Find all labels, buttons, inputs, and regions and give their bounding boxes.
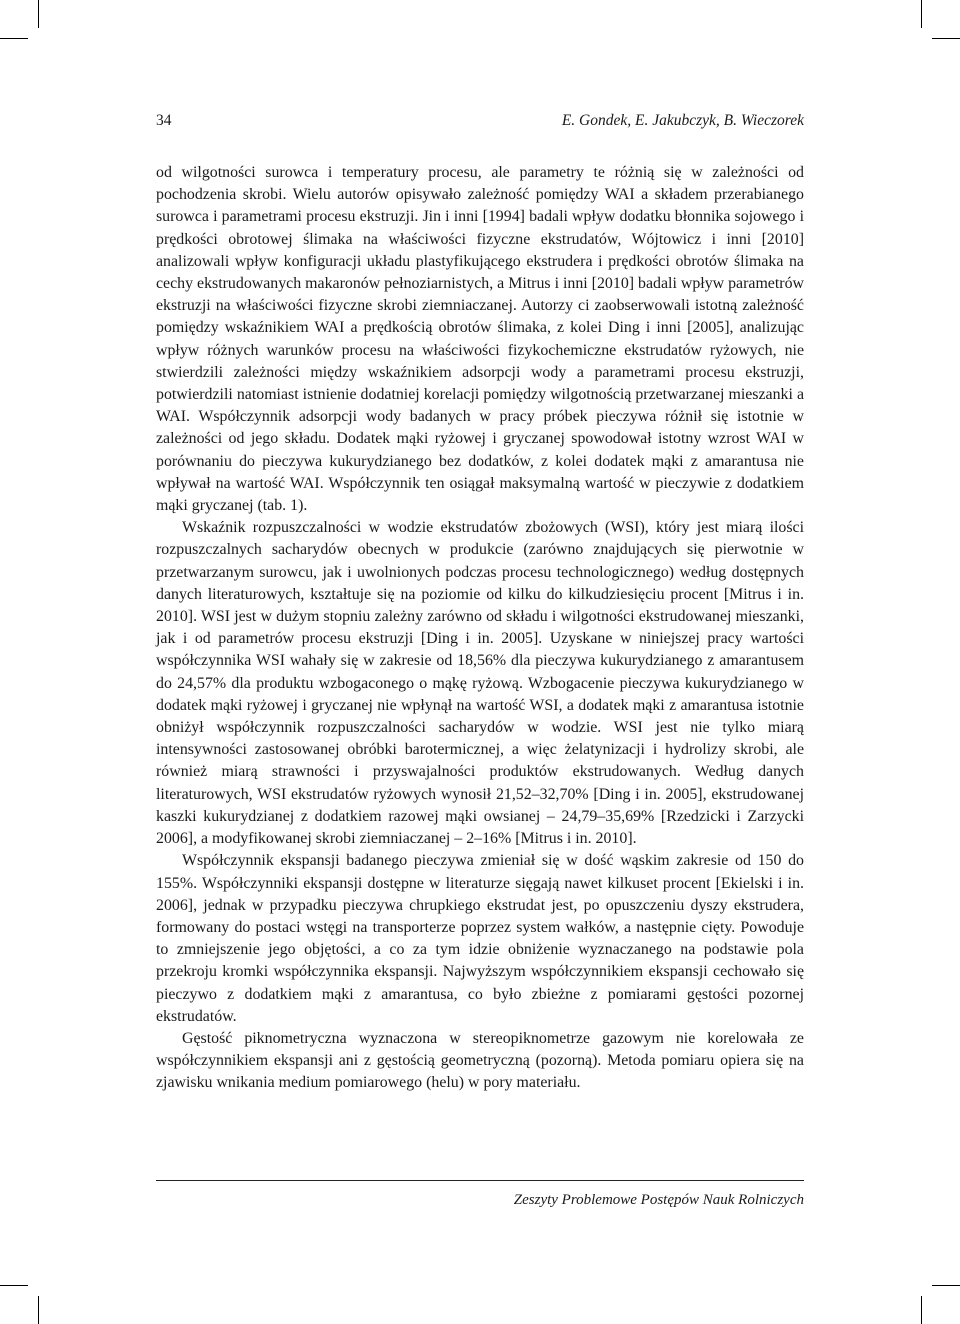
page-number: 34: [156, 112, 172, 129]
crop-mark-bottom-right: [921, 1296, 922, 1324]
page-header: [156, 112, 804, 134]
paragraph-4: Gęstość piknometryczna wyznaczona w stereopiknometrze gazowym nie korelowała ze współczynnikiem ekspansji ani z gęstością geometryczną (pozorną). Metoda pomiaru opiera się na zjawisku wnikania medium pomiarowego (helu) w pory materiału.: [156, 1029, 804, 1092]
footer-rule: [156, 1180, 804, 1181]
crop-mark-top-right-h: [932, 38, 960, 39]
paragraph-3: Współczynnik ekspansji badanego pieczywa zmieniał się w dość wąskim zakresie od 150 do 155%. Współczynniki ekspansji dostępne w literaturze sięgają nawet kilkuset procent [Ekielski i in. 2006], jednak w przypadku pieczywa chrupkiego ekstrudat jest, po opuszczeniu dyszy ekstrudera, formowany do postaci wstęgi na transporterze poprzez system wałków, a następnie cięty. Powoduje to zmniejszenie jego objętości, a co za tym idzie obniżenie wyznaczanego na podstawie pola przekroju kromki współczynnika ekspansji. Najwyższym współczynnikiem ekspansji cechowało się pieczywo z dodatkiem mąki z amarantusa, co było zbieżne z pomiarami gęstości pozornej ekstrudatów.: [156, 852, 804, 1025]
paragraph-1: od wilgotności surowca i temperatury procesu, ale parametry te różnią się w zależności od pochodzenia skrobi. Wielu autorów opisywało zależność pomiędzy WAI a składem przerabianego surowca i parametrami procesu ekstruzji. Jin i inni [1994] badali wpływ dodatku błonnika sojowego i prędkości obrotowej ślimaka na właściwości fizyczne ekstrudatów, Wójtowicz i inni [2010] analizowali wpływ konfiguracji układu plastyfikującego ekstrudera i prędkości obrotów ślimaka na cechy ekstrudowanych makaronów pełnoziarnistych, a Mitrus i inni [2010] badali wpływ parametrów ekstruzji na właściwości fizyczne skrobi ziemniaczanej. Autorzy ci zaobserwowali istotną zależność pomiędzy wskaźnikiem WAI a prędkością obrotów ślimaka, z kolei Ding i inni [2005], analizując wpływ różnych warunków procesu na właściwości fizykochemiczne ekstrudatów ryżowych, nie stwierdzili zależności między wskaźnikiem adsorpcji wody a parametrami procesu ekstruzji, potwierdzili natomiast istnienie dodatniej korelacji pomiędzy wilgotnością przetwarzanej mieszanki a WAI. Współczynnik adsorpcji wody badanych w pracy próbek pieczywa różnił się istotnie w zależności od jego składu. Dodatek mąki ryżowej i gryczanej spowodował istotny wzrost WAI w porównaniu do pieczywa kukurydzianego bez dodatków, z kolei dodatek mąki z amarantusa nie wpływał na wartość WAI. Współczynnik ten osiągał maksymalną wartość w pieczywie z dodatkiem mąki gryczanej (tab. 1).: [156, 164, 804, 515]
running-head-authors: E. Gondek, E. Jakubczyk, B. Wieczorek: [561, 112, 804, 129]
crop-mark-bottom-left-h: [0, 1285, 28, 1286]
crop-mark-top-left: [38, 0, 39, 28]
body-text: [156, 162, 804, 1095]
crop-mark-top-right: [921, 0, 922, 28]
paragraph-2: Wskaźnik rozpuszczalności w wodzie ekstrudatów zbożowych (WSI), który jest miarą ilości rozpuszczalnych sacharydów obecnych w produkcie (zarówno znajdujących się pierwotnie w przetwarzanym surowcu, jak i uwolnionych podczas procesu technologicznego) według dostępnych danych literaturowych, kształtuje się na poziomie od kilku do kilkudziesięciu procent [Mitrus i in. 2010]. WSI jest w dużym stopniu zależny zarówno od składu i wilgotności ekstrudowanej mieszanki, jak i od parametrów procesu ekstruzji [Ding i in. 2005]. Uzyskane w niniejszej pracy wartości współczynnika WSI wahały się w zakresie od 18,56% dla pieczywa kukurydzianego z amarantusem do 24,57% dla produktu wzbogaconego o mąkę ryżową. Wzbogacenie pieczywa kukurydzianego w dodatek mąki ryżowej i gryczanej nie wpłynął na wartość WSI, a dodatek mąki z amarantusa istotnie obniżył współczynnik rozpuszczalności sacharydów w wodzie. WSI jest nie tylko miarą intensywności zastosowanej obróbki barotermicznej, a więc żelatynizacji i hydrolizy skrobi, ale również miarą strawności i przyswajalności produktów ekstrudowanych. Według danych literaturowych, WSI ekstrudatów ryżowych wynosił 21,52–32,70% [Ding i in. 2005], ekstrudowanej kaszki kukurydzianej z dodatkiem razowej mąki owsianej – 24,79–35,69% [Rzedzicki i Zarzycki 2006], a modyfikowanej skrobi ziemniaczanej – 2–16% [Mitrus i in. 2010].: [156, 519, 804, 848]
crop-mark-bottom-right-h: [932, 1285, 960, 1286]
journal-name: Zeszyty Problemowe Postępów Nauk Rolniczych: [513, 1192, 804, 1208]
crop-mark-top-left-h: [0, 38, 28, 39]
crop-mark-bottom-left: [38, 1296, 39, 1324]
